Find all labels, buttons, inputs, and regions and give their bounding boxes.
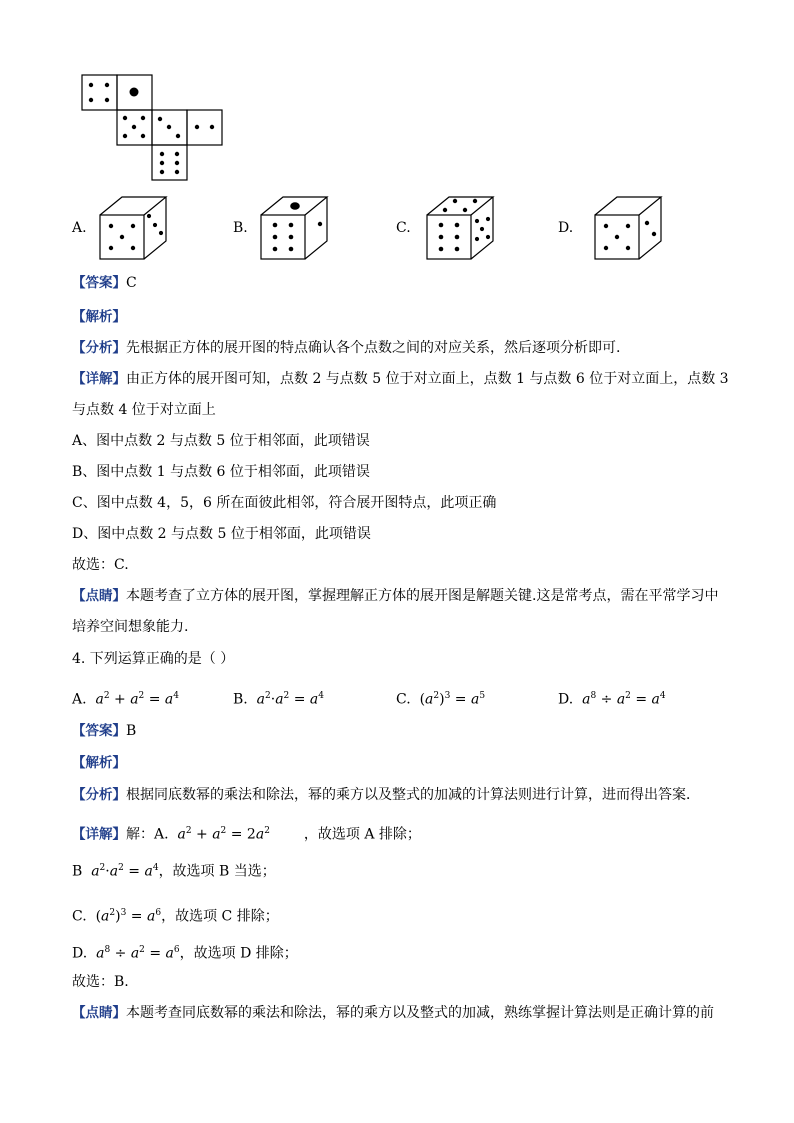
option-letter-d: D. bbox=[558, 220, 574, 236]
q4-option-a-letter: A. bbox=[72, 691, 87, 708]
q3-item-b: B、图中点数 1 与点数 6 位于相邻面，此项错误 bbox=[72, 464, 370, 480]
q3-analysis-line bbox=[72, 307, 722, 327]
q4-line-d-suffix: ，故选项 D 排除； bbox=[179, 945, 298, 962]
option-letter-c: C. bbox=[396, 220, 411, 236]
q3-xiangjie-tag: 【详解】 bbox=[72, 371, 126, 387]
cube-b-figure bbox=[257, 193, 335, 263]
q4-line-d-prefix: D. bbox=[72, 945, 88, 962]
q3-item-c: C、图中点数 4，5，6 所在面彼此相邻，符合展开图特点，此项正确 bbox=[72, 495, 497, 511]
q3-xiangjie-line1 bbox=[72, 369, 729, 389]
q4-dianjing-text: 本题考查同底数幂的乘法和除法，幂的乘方以及整式的加减，熟练掌握计算法则是正确计算的前 bbox=[126, 1005, 714, 1021]
q3-answer-line bbox=[72, 273, 722, 293]
q3-xiangjie-line2: 与点数 4 位于对立面上 bbox=[72, 402, 216, 418]
q4-option-d-letter: D. bbox=[558, 691, 574, 708]
q4-option-d: D. $a^8 \div a^2 = a^4$ bbox=[558, 691, 666, 708]
q4-line-b-prefix: B bbox=[72, 863, 83, 880]
q4-line-d: D. $a^8 \div a^2 = a^6$，故选项 D 排除； bbox=[72, 945, 298, 962]
cube-d-figure bbox=[591, 193, 669, 263]
q4-option-c-letter: C. bbox=[396, 691, 411, 708]
q4-fenxi-text: 根据同底数幂的乘法和除法，幂的乘方以及整式的加减的计算法则进行计算，进而得出答案． bbox=[126, 787, 700, 803]
q4-line-c-suffix: ，故选项 C 排除； bbox=[161, 908, 279, 925]
q3-fenxi-text: 先根据正方体的展开图的特点确认各个点数之间的对应关系，然后逐项分析即可. bbox=[126, 340, 621, 356]
q4-answer-tag: 【答案】 bbox=[72, 723, 126, 739]
q3-dianjing-line2: 培养空间想象能力. bbox=[72, 619, 189, 635]
q3-answer-value: C bbox=[126, 275, 137, 291]
q4-option-c: C. $(a^2)^3 = a^5$ bbox=[396, 691, 486, 708]
q4-fenxi-line bbox=[72, 785, 722, 805]
q3-dianjing-text1: 本题考查了立方体的展开图，掌握理解正方体的展开图是解题关键.这是常考点，需在平常学习中 bbox=[126, 588, 719, 604]
q4-line-b: B $a^2\cdot a^2 = a^4$，故选项 B 当选； bbox=[72, 863, 276, 880]
q3-item-a: A、图中点数 2 与点数 5 位于相邻面，此项错误 bbox=[72, 433, 370, 449]
q4-answer-value: B bbox=[126, 723, 137, 739]
q4-line-a-suffix: ，故选项 A 排除； bbox=[303, 826, 421, 843]
q3-dianjing-line1 bbox=[72, 586, 722, 606]
q4-option-b: B. $a^2\cdot a^2 = a^4$ bbox=[233, 691, 325, 708]
option-letter-b: B. bbox=[233, 220, 248, 236]
option-letter-a: A. bbox=[72, 220, 87, 236]
q3-fenxi-line bbox=[72, 338, 722, 358]
cube-a-figure bbox=[96, 193, 174, 263]
q3-choose: 故选：C. bbox=[72, 557, 129, 573]
q4-xiangjie-tag: 【详解】 bbox=[72, 826, 126, 843]
q3-answer-tag: 【答案】 bbox=[72, 275, 126, 291]
q4-option-a: A. $a^2 + a^2 = a^4$ bbox=[72, 691, 180, 708]
q4-analysis-tag: 【解析】 bbox=[72, 755, 126, 771]
q4-answer-line bbox=[72, 721, 722, 741]
q4-xiangjie-line-a: 【详解】解：A. $a^2 + a^2 = 2a^2$ ，故选项 A 排除； bbox=[72, 826, 421, 843]
q3-fenxi-tag: 【分析】 bbox=[72, 340, 126, 356]
q4-choose: 故选：B. bbox=[72, 974, 129, 990]
q4-dianjing-line bbox=[72, 1003, 722, 1023]
q4-line-c: C. $(a^2)^3 = a^6$，故选项 C 排除； bbox=[72, 908, 279, 925]
q3-analysis-tag: 【解析】 bbox=[72, 309, 126, 325]
q3-dianjing-tag: 【点睛】 bbox=[72, 588, 126, 604]
q4-line-c-prefix: C. bbox=[72, 908, 87, 925]
q4-line-b-suffix: ，故选项 B 当选； bbox=[158, 863, 276, 880]
q4-analysis-line bbox=[72, 753, 722, 773]
q3-xiangjie-text1: 由正方体的展开图可知，点数 2 与点数 5 位于对立面上，点数 1 与点数 6 位于对立面上，点数 3 bbox=[126, 371, 729, 387]
cube-net-figure bbox=[78, 72, 228, 182]
q3-item-d: D、图中点数 2 与点数 5 位于相邻面，此项错误 bbox=[72, 526, 371, 542]
q4-fenxi-tag: 【分析】 bbox=[72, 787, 126, 803]
q4-xiangjie-prefix: 解：A. bbox=[126, 826, 169, 843]
cube-c-figure bbox=[423, 193, 501, 263]
q4-stem: 4. 下列运算正确的是（ ） bbox=[72, 651, 235, 667]
q4-option-b-letter: B. bbox=[233, 691, 248, 708]
q4-dianjing-tag: 【点睛】 bbox=[72, 1005, 126, 1021]
